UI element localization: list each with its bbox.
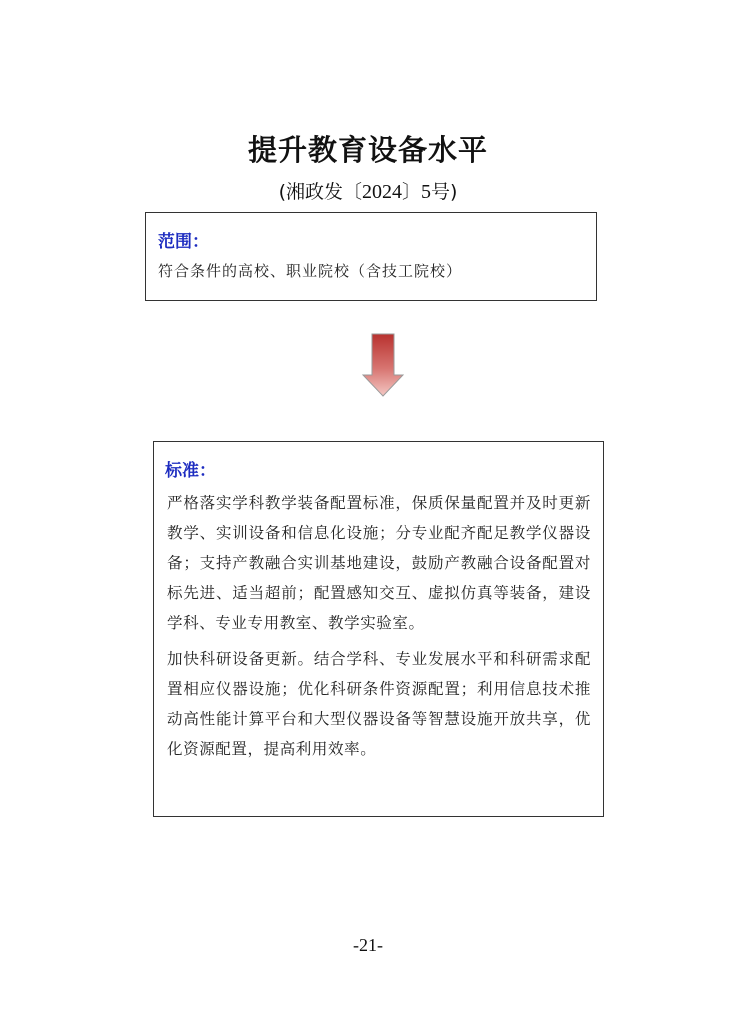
standard-paragraph-1: 严格落实学科教学装备配置标准，保质保量配置并及时更新教学、实训设备和信息化设施；分专业配齐配足教学仪器设备；支持产教融合实训基地建设，鼓励产教融合设备配置对标先进、适当超前；配置感知交互、虚拟仿真等装备，建设学科、专业专用教室、教学实验室。 bbox=[167, 494, 591, 632]
doc-year: 2024 bbox=[361, 181, 402, 203]
doc-suffix: 号) bbox=[431, 181, 458, 203]
doc-prefix: (湘政发〔 bbox=[278, 181, 362, 203]
standard-paragraph-2: 加快科研设备更新。结合学科、专业发展水平和科研需求配置相应仪器设施；优化科研条件资源配置；利用信息技术推动高性能计算平台和大型仪器设备等智慧设施开放共享，优化资源配置，提高利用效率。 bbox=[167, 650, 591, 758]
standard-box bbox=[153, 441, 604, 817]
page-title: 提升教育设备水平 bbox=[247, 133, 488, 167]
down-arrow-icon bbox=[362, 333, 404, 397]
scope-box bbox=[145, 212, 597, 301]
standard-body bbox=[167, 488, 591, 770]
scope-heading: 范围： bbox=[158, 232, 209, 252]
standard-heading: 标准： bbox=[165, 461, 216, 481]
scope-text: 符合条件的高校、职业院校（含技工院校） bbox=[158, 262, 463, 280]
document-number bbox=[0, 177, 736, 204]
doc-mid: 〕 bbox=[401, 181, 421, 203]
page-number: -21- bbox=[353, 935, 383, 955]
doc-no: 5 bbox=[421, 181, 431, 203]
